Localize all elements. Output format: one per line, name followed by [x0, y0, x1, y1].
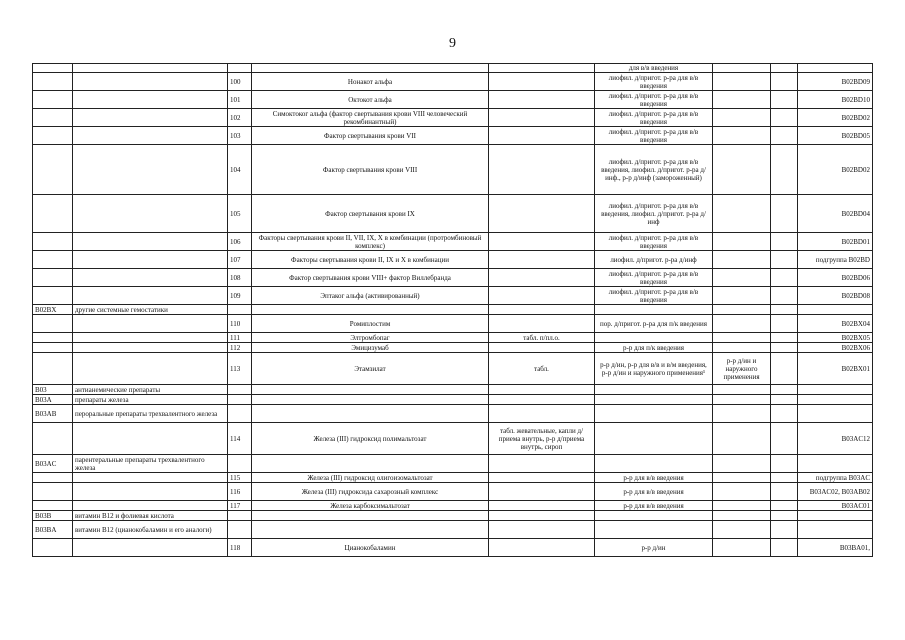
table-cell [33, 343, 73, 353]
table-cell [489, 64, 595, 73]
table-cell [489, 305, 595, 315]
table-cell: B02BD06 [798, 269, 873, 287]
table-cell [489, 511, 595, 521]
table-cell [33, 64, 73, 73]
table-cell [489, 73, 595, 91]
table-cell [771, 233, 798, 251]
table-cell [489, 145, 595, 195]
table-cell [228, 521, 252, 539]
table-cell [798, 521, 873, 539]
table-cell [771, 73, 798, 91]
table-cell [73, 195, 228, 233]
drug-table [32, 63, 873, 557]
table-cell: B03AC02, B03AB02 [798, 483, 873, 501]
table-cell: табл. жевательные, капли д/приема внутрь, р-р д/приема внутрь, сироп [489, 423, 595, 455]
table-row [33, 385, 873, 395]
table-cell [713, 109, 771, 127]
page-number: 9 [449, 36, 456, 51]
table-cell [713, 305, 771, 315]
table-cell: Цианокобаламин [252, 539, 489, 557]
table-cell [33, 127, 73, 145]
table-cell [713, 473, 771, 483]
table-cell [252, 511, 489, 521]
table-cell [713, 405, 771, 423]
table-cell [771, 511, 798, 521]
table-cell: табл. п/пл.о. [489, 333, 595, 343]
table-cell [489, 127, 595, 145]
table-cell: 114 [228, 423, 252, 455]
table-cell [228, 511, 252, 521]
table-cell: Ромиплостим [252, 315, 489, 333]
table-row [33, 269, 873, 287]
table-cell [713, 145, 771, 195]
table-row [33, 521, 873, 539]
table-cell: B02BD10 [798, 91, 873, 109]
table-cell [73, 233, 228, 251]
table-row [33, 315, 873, 333]
table-cell: Железа карбоксимальтозат [252, 501, 489, 511]
table-cell: 115 [228, 473, 252, 483]
table-cell: B02BD08 [798, 287, 873, 305]
table-cell: B02BX [33, 305, 73, 315]
table-cell [771, 455, 798, 473]
table-cell [771, 333, 798, 343]
table-cell [713, 511, 771, 521]
table-cell: B03 [33, 385, 73, 395]
table-cell [489, 501, 595, 511]
table-cell: 109 [228, 287, 252, 305]
table-cell [798, 405, 873, 423]
table-cell: B02BD09 [798, 73, 873, 91]
table-cell [771, 109, 798, 127]
table-cell: подгруппа B03AC [798, 473, 873, 483]
table-cell [489, 483, 595, 501]
table-cell [489, 251, 595, 269]
table-cell: р-р для в/в введения [595, 473, 713, 483]
table-cell: подгруппа B02BD [798, 251, 873, 269]
table-cell: B02BX05 [798, 333, 873, 343]
table-cell [33, 423, 73, 455]
table-cell [73, 109, 228, 127]
table-cell: B03B [33, 511, 73, 521]
table-cell: Элтромбопаг [252, 333, 489, 343]
table-cell [798, 64, 873, 73]
table-cell: 106 [228, 233, 252, 251]
table-cell: лиофил. д/пригот. р-ра для в/в введения [595, 127, 713, 145]
table-cell: B03A [33, 395, 73, 405]
table-cell: антианемические препараты [73, 385, 228, 395]
table-cell [595, 305, 713, 315]
table-cell [489, 287, 595, 305]
table-cell [33, 109, 73, 127]
table-row [33, 423, 873, 455]
table-cell [252, 395, 489, 405]
table-cell: Нонакот альфа [252, 73, 489, 91]
table-cell [252, 521, 489, 539]
table-cell [771, 64, 798, 73]
table-cell [73, 315, 228, 333]
table-row [33, 343, 873, 353]
table-row [33, 353, 873, 385]
table-cell [489, 195, 595, 233]
table-cell [713, 521, 771, 539]
table-cell [798, 305, 873, 315]
table-cell: лиофил. д/пригот. р-ра для в/в введения [595, 73, 713, 91]
table-cell: пор. д/пригот. р-ра для п/к введения [595, 315, 713, 333]
table-cell: р-р для п/к введения [595, 343, 713, 353]
table-cell: лиофил. д/пригот. р-ра для в/в введения [595, 269, 713, 287]
table-cell [713, 423, 771, 455]
table-cell [73, 333, 228, 343]
table-cell [228, 64, 252, 73]
table-row [33, 483, 873, 501]
table-cell [798, 395, 873, 405]
table-cell [713, 501, 771, 511]
table-cell [33, 501, 73, 511]
table-cell: 102 [228, 109, 252, 127]
table-row [33, 455, 873, 473]
table-cell: р-р д/ин и наружного применения [713, 353, 771, 385]
table-cell [489, 91, 595, 109]
table-cell: B03AC12 [798, 423, 873, 455]
table-cell [713, 73, 771, 91]
table-cell [489, 539, 595, 557]
table-cell [771, 305, 798, 315]
table-cell: B03AB [33, 405, 73, 423]
table-cell: Эптаког альфа (активированный) [252, 287, 489, 305]
table-cell [771, 269, 798, 287]
table-cell [713, 395, 771, 405]
table-cell: B03AC [33, 455, 73, 473]
table-cell [595, 385, 713, 395]
table-row [33, 287, 873, 305]
table-row [33, 405, 873, 423]
table-cell: 104 [228, 145, 252, 195]
table-cell [33, 91, 73, 109]
table-cell: B02BX06 [798, 343, 873, 353]
table-cell: лиофил. д/пригот. р-ра для в/в введения, лиофил. д/пригот. р-ра д/инф [595, 195, 713, 233]
table-cell [713, 269, 771, 287]
table-cell: B02BD01 [798, 233, 873, 251]
table-cell [771, 91, 798, 109]
table-cell: 111 [228, 333, 252, 343]
table-cell [713, 315, 771, 333]
table-cell: 100 [228, 73, 252, 91]
table-cell [73, 353, 228, 385]
table-cell [771, 251, 798, 269]
table-cell [489, 269, 595, 287]
table-cell [771, 473, 798, 483]
table-cell [489, 315, 595, 333]
table-cell [771, 539, 798, 557]
table-cell: Железа (III) гидроксид полимальтозат [252, 423, 489, 455]
table-cell [489, 405, 595, 423]
table-cell: лиофил. д/пригот. р-ра для в/в введения [595, 287, 713, 305]
table-row [33, 73, 873, 91]
table-cell [595, 405, 713, 423]
table-cell: B02BD02 [798, 145, 873, 195]
table-cell [73, 251, 228, 269]
table-cell: 118 [228, 539, 252, 557]
table-cell: лиофил. д/пригот. р-ра д/инф [595, 251, 713, 269]
table-cell: Факторы свертывания крови II, IX и X в комбинации [252, 251, 489, 269]
table-cell: 112 [228, 343, 252, 353]
table-cell [73, 539, 228, 557]
table-cell: 117 [228, 501, 252, 511]
table-cell [33, 73, 73, 91]
table-row [33, 473, 873, 483]
table-cell [489, 473, 595, 483]
table-cell [33, 315, 73, 333]
table-cell: витамин B12 (цианокобаламин и его аналоги) [73, 521, 228, 539]
table-cell [73, 64, 228, 73]
table-cell [713, 483, 771, 501]
table-cell: лиофил. д/пригот. р-ра для в/в введения, лиофил. д/пригот. р-ра д/инф., р-р д/инф (замороженный) [595, 145, 713, 195]
table-cell [33, 333, 73, 343]
table-cell: р-р д/ин, р-р для в/в и в/м введения, р-р д/ин и наружного применения¹ [595, 353, 713, 385]
table-cell [228, 395, 252, 405]
table-cell [771, 385, 798, 395]
table-cell [73, 269, 228, 287]
table-cell: Фактор свертывания крови VIII [252, 145, 489, 195]
table-cell [713, 233, 771, 251]
table-cell [73, 501, 228, 511]
table-cell [713, 539, 771, 557]
table-cell [798, 385, 873, 395]
table-row [33, 109, 873, 127]
table-cell [489, 385, 595, 395]
table-cell [73, 145, 228, 195]
table-cell [595, 395, 713, 405]
table-row [33, 305, 873, 315]
table-cell [228, 305, 252, 315]
table-row [33, 64, 873, 73]
table-cell: лиофил. д/пригот. р-ра для в/в введения [595, 233, 713, 251]
table-cell [713, 195, 771, 233]
table-cell [798, 511, 873, 521]
table-cell [595, 511, 713, 521]
table-cell: 116 [228, 483, 252, 501]
table-cell: пероральные препараты трехвалентного железа [73, 405, 228, 423]
table-cell: для в/в введения [595, 64, 713, 73]
table-cell: 107 [228, 251, 252, 269]
table-cell: р-р для в/в введения [595, 501, 713, 511]
table-cell [771, 423, 798, 455]
table-cell [73, 343, 228, 353]
table-cell [798, 455, 873, 473]
table-cell [33, 353, 73, 385]
table-cell [489, 109, 595, 127]
table-row [33, 195, 873, 233]
table-cell: 110 [228, 315, 252, 333]
table-cell: Этамзилат [252, 353, 489, 385]
table-cell [33, 483, 73, 501]
table-row [33, 501, 873, 511]
table-row [33, 511, 873, 521]
table-cell [252, 64, 489, 73]
table-cell: парентеральные препараты трехвалентного железа [73, 455, 228, 473]
table-cell [771, 287, 798, 305]
table-cell [771, 521, 798, 539]
table-cell [228, 385, 252, 395]
table-cell: Октокот альфа [252, 91, 489, 109]
table-cell [713, 64, 771, 73]
table-cell [771, 315, 798, 333]
table-cell [252, 405, 489, 423]
table-row [33, 91, 873, 109]
table-cell [771, 483, 798, 501]
table-cell [713, 287, 771, 305]
table-cell [489, 455, 595, 473]
table-cell: Эмицизумаб [252, 343, 489, 353]
table-cell: Железа (III) гидроксид олигоизомальтозат [252, 473, 489, 483]
table-cell [73, 483, 228, 501]
table-cell [771, 353, 798, 385]
table-cell [595, 455, 713, 473]
table-cell: B02BX04 [798, 315, 873, 333]
table-cell [73, 91, 228, 109]
table-cell [713, 343, 771, 353]
table-cell [771, 145, 798, 195]
table-cell [771, 195, 798, 233]
table-cell: лиофил. д/пригот. р-ра для в/в введения [595, 109, 713, 127]
table-cell [33, 195, 73, 233]
table-cell [252, 385, 489, 395]
table-cell [595, 521, 713, 539]
table-cell [713, 91, 771, 109]
table-cell [252, 305, 489, 315]
table-cell [73, 423, 228, 455]
table-cell [489, 343, 595, 353]
table-cell [771, 127, 798, 145]
table-cell: 108 [228, 269, 252, 287]
table-cell [33, 539, 73, 557]
table-cell: B03AC01 [798, 501, 873, 511]
table-cell [713, 455, 771, 473]
table-cell: B02BD05 [798, 127, 873, 145]
table-cell [713, 251, 771, 269]
table-cell: B02BD04 [798, 195, 873, 233]
table-cell: Железа (III) гидроксида сахарозный комплекс [252, 483, 489, 501]
table-cell: Фактор свертывания крови VIII+ фактор Виллебранда [252, 269, 489, 287]
table-cell [713, 385, 771, 395]
table-cell [228, 405, 252, 423]
table-cell [33, 251, 73, 269]
table-cell [228, 455, 252, 473]
table-cell: B03BA01, [798, 539, 873, 557]
table-cell: Симоктоког альфа (фактор свертывания крови VIII человеческий рекомбинантный) [252, 109, 489, 127]
table-cell [713, 333, 771, 343]
table-cell [489, 521, 595, 539]
table-cell [33, 145, 73, 195]
table-cell [73, 287, 228, 305]
table-cell: B02BD02 [798, 109, 873, 127]
table-cell [771, 395, 798, 405]
table-cell [595, 423, 713, 455]
table-cell [73, 127, 228, 145]
table-cell: витамин B12 и фолиевая кислота [73, 511, 228, 521]
table-cell: р-р для в/в введения [595, 483, 713, 501]
table-row [33, 145, 873, 195]
table-cell: р-р д/ин [595, 539, 713, 557]
table-cell [771, 343, 798, 353]
table-cell [713, 127, 771, 145]
table-cell: 101 [228, 91, 252, 109]
table-cell: другие системные гемостатики [73, 305, 228, 315]
table-row [33, 127, 873, 145]
table-cell [33, 473, 73, 483]
table-cell: табл. [489, 353, 595, 385]
table-cell [33, 287, 73, 305]
table-cell: препараты железа [73, 395, 228, 405]
table-cell [33, 233, 73, 251]
table-cell [771, 501, 798, 511]
table-cell [73, 73, 228, 91]
table-cell [73, 473, 228, 483]
table-cell [771, 405, 798, 423]
table-cell [252, 455, 489, 473]
table-row [33, 395, 873, 405]
table-row [33, 233, 873, 251]
table-cell: лиофил. д/пригот. р-ра для в/в введения [595, 91, 713, 109]
table-cell [33, 269, 73, 287]
table-row [33, 251, 873, 269]
table-cell [489, 395, 595, 405]
table-cell: Факторы свертывания крови II, VII, IX, X в комбинации (протромбиновый комплекс) [252, 233, 489, 251]
table-cell: 103 [228, 127, 252, 145]
table-cell: 113 [228, 353, 252, 385]
table-cell: Фактор свертывания крови VII [252, 127, 489, 145]
table-cell [595, 333, 713, 343]
table-cell: B03BA [33, 521, 73, 539]
table-cell: 105 [228, 195, 252, 233]
table-cell: Фактор свертывания крови IX [252, 195, 489, 233]
table-cell: B02BX01 [798, 353, 873, 385]
table-row [33, 333, 873, 343]
table-cell [489, 233, 595, 251]
table-row [33, 539, 873, 557]
